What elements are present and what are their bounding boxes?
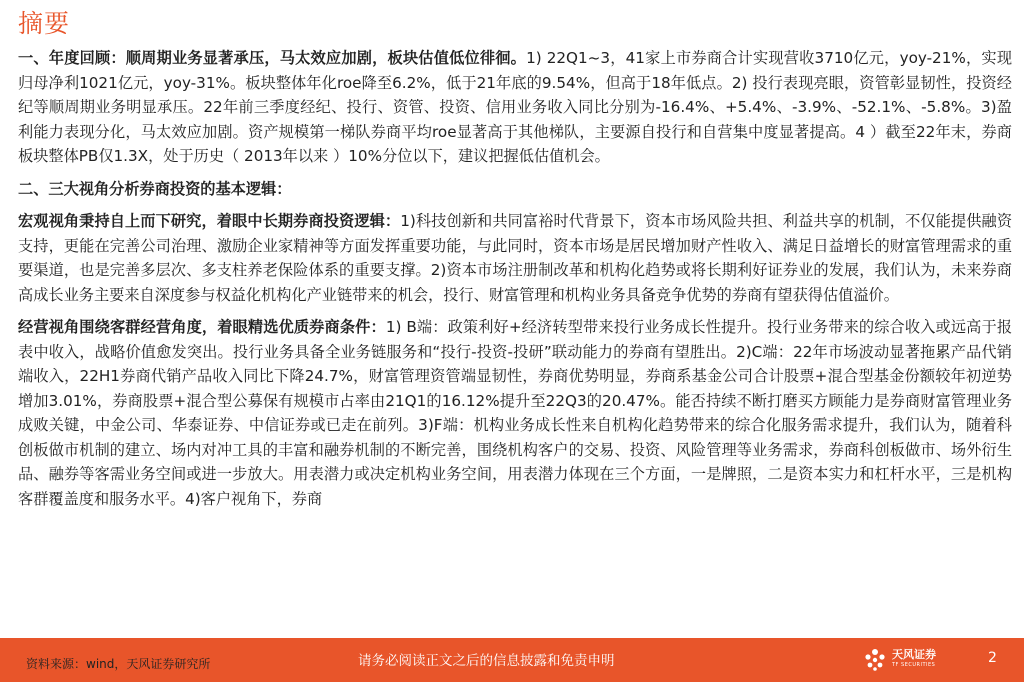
paragraph-heading: 经营视角围绕客群经营角度，着眼精选优质券商条件： (18, 318, 386, 336)
paragraph-macro-view (18, 209, 1012, 307)
logo-name-cn: 天风证券 (892, 648, 936, 661)
summary-content (18, 46, 1012, 519)
paragraph-text: 1)科技创新和共同富裕时代背景下，资本市场风险共担、利益共享的机制，不仅能提供融资支持，更能在完善公司治理、激励企业家精神等方面发挥重要功能，与此同时，资本市场是居民增加财产性收入、满足日益增长的财富管理需求的重要渠道，也是完善多层次、多支柱养老保险体系的重要支撑。2)资本市场注册制改革和机构化趋势或将长期利好证券业的发展，我们认为，未来券商高成长业务主要来自深度参与权益化机构化产业链带来的机会，投行、财富管理和机构业务具备竞争优势的券商有望获得估值溢价。 (18, 212, 1013, 304)
paragraph-heading: 一、年度回顾：顺周期业务显著承压，马太效应加剧，板块估值低位徘徊。 (18, 49, 527, 67)
footer-bar (0, 638, 1024, 682)
paragraph-three-perspectives (18, 177, 1012, 202)
logo-icon (862, 647, 888, 673)
logo-text (892, 649, 936, 671)
paragraph-text: 1) 22Q1~3，41家上市券商合计实现营收3710亿元，yoy-21%，实现归母净利1021亿元，yoy-31%。板块整体年化roe降至6.2%，低于21年底的9.54%，但高于18年低点。2) 投行表现亮眼，资管彰显韧性，投资经纪等顺周期业务明显承压。22年前三季度经纪、投行、资管、投资、信用业务收入同比分别为-16.4%、+5.4%、-3.9%、-52.1%、-5.8%。3)盈利能力表现分化，马太效应加剧。资产规模第一梯队券商平均roe显著高于其他梯队，主要源自投行和自营集中度显著提高。4 ）截至22年末，券商板块整体PB仅1.3X，处于历史（ 2013年以来 ）10%分位以下，建议把握低估值机会。 (18, 49, 1013, 165)
paragraph-heading: 宏观视角秉持自上而下研究，着眼中长期券商投资逻辑： (18, 212, 401, 230)
paragraph-heading: 二、三大视角分析券商投资的基本逻辑： (18, 179, 292, 198)
page-title: 摘要 (18, 9, 71, 38)
page-number: 2 (988, 650, 997, 666)
paragraph-annual-review (18, 46, 1012, 169)
logo-name-en: TF SECURITIES (892, 662, 936, 668)
paragraph-operating-view (18, 315, 1012, 511)
footer-source: 资料来源：wind，天风证券研究所 (26, 657, 211, 671)
company-logo (862, 646, 936, 674)
paragraph-text: 1) B端：政策利好+经济转型带来投行业务成长性提升。投行业务带来的综合收入或远高于报表中收入，战略价值愈发突出。投行业务具备全业务链服务和“投行-投资-投研”联动能力的券商有望胜出。2)C端：22年市场波动显著拖累产品代销端收入，22H1券商代销产品收入同比下降24.7%，财富管理资管端显韧性，券商优势明显，券商系基金公司合计股票+混合型基金份额较年初逆势增加3.01%，券商股票+混合型公募保有规模市占率由21Q1的16.12%提升至22Q3的20.47%。能否持续不断打磨买方顾能力是券商财富管理业务成败关键，中金公司、华泰证券、中信证券或已走在前列。3)F端：机构业务成长性来自机构化趋势带来的综合化服务需求提升，我们认为，随着科创板做市机制的建立、场内对冲工具的丰富和融券机制的不断完善，围绕机构客户的交易、投资、风险管理等业务需求，券商科创板做市、场外衍生品、融券等客需业务空间或进一步放大。用表潜力或决定机构业务空间，用表潜力体现在三个方面，一是牌照，二是资本实力和杠杆水平，三是机构客群覆盖度和服务水平。4)客户视角下，券商 (18, 318, 1013, 508)
disclaimer-link[interactable]: 请务必阅读正文之后的信息披露和免责申明 (358, 653, 615, 669)
